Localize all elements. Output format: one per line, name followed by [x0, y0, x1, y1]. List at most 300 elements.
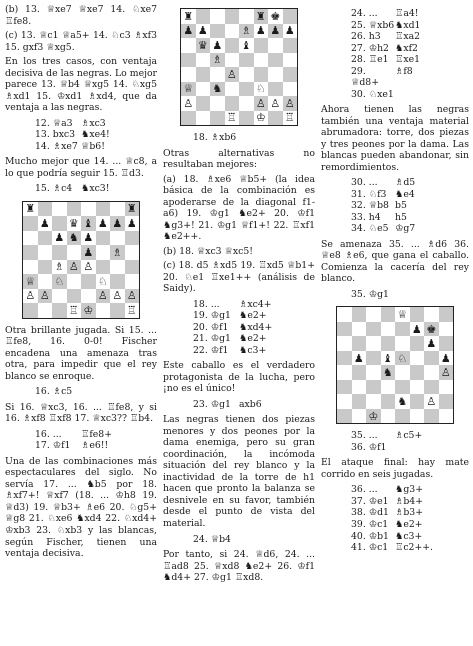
move-row [5, 129, 157, 141]
board-square: ♙ [424, 394, 439, 409]
chessboard [336, 306, 454, 424]
white-move: 16. ♗c5 [35, 386, 73, 398]
move-row [5, 118, 157, 130]
board-square [410, 351, 425, 366]
white-move: 34. ♘e5 [351, 223, 389, 235]
board-square [352, 394, 367, 409]
black-move: ♞xd4+ [239, 321, 273, 333]
move-list [5, 386, 157, 398]
board-square [337, 394, 352, 409]
board-square [283, 38, 298, 53]
move-row [321, 519, 469, 531]
board-square [110, 274, 125, 289]
board-square: ♙ [283, 96, 298, 111]
black-move: ♞xf2 [395, 42, 418, 54]
board-square [268, 53, 283, 68]
black-move: ♞e2+ [395, 518, 423, 530]
black-move: ♖fe8+ [81, 428, 112, 440]
board-square [110, 202, 125, 217]
board-square [96, 260, 111, 275]
black-move: h5 [395, 211, 407, 223]
board-square: ♙ [38, 289, 53, 304]
board-square [81, 274, 96, 289]
move-list [321, 430, 469, 453]
board-square [196, 9, 211, 24]
board-square [81, 202, 96, 217]
move-row [163, 399, 315, 411]
white-move: 41. ♔c1 [351, 542, 389, 554]
text-variation-c: (c) 13. ♕c1 ♕a5+ 14. ♘c3 ♗xf3 15. gxf3 ♕xg5. [5, 30, 157, 53]
board-square [439, 380, 454, 395]
board-square: ♔ [254, 111, 269, 126]
board-square [410, 394, 425, 409]
board-square [38, 245, 53, 260]
board-square [23, 260, 38, 275]
board-square [352, 307, 367, 322]
chessboard [22, 201, 140, 319]
board-square [366, 365, 381, 380]
board-square: ♞ [395, 394, 410, 409]
text-commentary: En los tres casos, con ventaja decisiva de las negras. Lo mejor parece 13. ♕b4 ♕xg5 14. ♘xg5 ♗xd1 15. ♔xd1 ♗xd4, que da ventaja a las negras. [5, 56, 157, 114]
board-square: ♙ [67, 260, 82, 275]
black-move: ♞g3+ [395, 484, 423, 496]
move-row [163, 132, 315, 144]
black-move: ♞e2+ [239, 333, 267, 345]
board-square [125, 260, 140, 275]
board-square [337, 365, 352, 380]
board-square [381, 380, 396, 395]
board-square [23, 216, 38, 231]
white-move: 27. ♔h2 [351, 42, 389, 54]
white-move: 24. ♕b4 [193, 533, 231, 545]
board-square [337, 351, 352, 366]
board-square: ♘ [254, 82, 269, 97]
board-square [239, 67, 254, 82]
board-square: ♕ [181, 82, 196, 97]
text-commentary: Mucho mejor que 14. ... ♕c8, a lo que podría seguir 15. ♖d3. [5, 156, 157, 179]
board-square: ♞ [210, 82, 225, 97]
black-move: ♞c3+ [239, 344, 267, 356]
black-move: ♖a4! [395, 8, 419, 19]
text-commentary: Una de las combinaciones más espectaculares del siglo. No servía 17. ... ♞b5 por 18. ♗xf7+! ♕xf7 (18. ... ♔h8 19. ♕d3) 19. ♕b3+ ♗e6 20. ♘g5+ ♕g8 21. ♘xe6 ♞xd4 22. ♘xd4+ ♔xb3 23. ♘xb3 y las blancas, según Fischer, tienen una ventaja decisiva. [5, 455, 157, 560]
board-square [196, 111, 211, 126]
board-square [366, 336, 381, 351]
board-square [196, 82, 211, 97]
move-row [321, 442, 469, 454]
board-square [352, 380, 367, 395]
board-square [337, 409, 352, 424]
black-move: ♖xa2 [395, 31, 421, 43]
move-row [321, 54, 469, 66]
board-square: ♙ [96, 289, 111, 304]
move-row [163, 299, 315, 311]
board-square: ♙ [110, 289, 125, 304]
board-square [283, 82, 298, 97]
black-move: ♞xe4! [81, 129, 110, 141]
move-row [163, 310, 315, 322]
move-row [321, 200, 469, 212]
board-square [337, 336, 352, 351]
board-square: ♞ [67, 231, 82, 246]
board-square [410, 380, 425, 395]
board-square [239, 96, 254, 111]
move-row [321, 507, 469, 519]
move-row [321, 484, 469, 496]
move-row [5, 429, 157, 441]
white-move: 36. ♔f1 [351, 441, 387, 453]
board-square: ♙ [81, 260, 96, 275]
board-square [410, 307, 425, 322]
move-row [321, 8, 469, 20]
board-square [439, 394, 454, 409]
board-square: ♔ [81, 303, 96, 318]
white-move: 30. ... [351, 177, 378, 189]
move-row [321, 542, 469, 554]
move-list [5, 183, 157, 195]
board-square: ♟ [424, 336, 439, 351]
black-move: ♖xe1 [395, 54, 420, 66]
board-square [410, 365, 425, 380]
board-square [38, 303, 53, 318]
white-move: 20. ♔f1 [193, 321, 229, 333]
board-square [52, 303, 67, 318]
board-square: ♞ [381, 365, 396, 380]
black-move [239, 132, 315, 144]
white-move: 39. ♔c1 [351, 518, 389, 530]
board-square [424, 380, 439, 395]
white-move: 18. ♗xb6 [193, 132, 237, 143]
board-square [439, 336, 454, 351]
board-square [110, 303, 125, 318]
board-square [181, 53, 196, 68]
board-square [225, 82, 240, 97]
text-commentary: Ahora tienen las negras también una ventaja material abrumadora: torre, dos piezas y tres peones por la dama. Las blancas pueden abandonar, sin remordimientos. [321, 104, 469, 173]
move-list [163, 399, 315, 411]
move-row [321, 430, 469, 442]
board-square [210, 111, 225, 126]
move-row [321, 212, 469, 224]
board-square [395, 322, 410, 337]
move-list [5, 118, 157, 153]
move-row [163, 534, 315, 546]
board-square [366, 394, 381, 409]
board-square: ♔ [366, 409, 381, 424]
board-square: ♟ [81, 231, 96, 246]
black-move: ♕b6! [81, 140, 105, 152]
board-square [81, 289, 96, 304]
board-square: ♛ [196, 38, 211, 53]
white-move: 21. ♔g1 [193, 333, 231, 345]
board-square: ♙ [125, 289, 140, 304]
board-square [38, 260, 53, 275]
move-row [163, 345, 315, 357]
board-square: ♚ [424, 322, 439, 337]
white-move: 13. bxc3 [35, 129, 76, 141]
board-square: ♟ [283, 24, 298, 39]
board-square [225, 24, 240, 39]
board-square: ♕ [395, 307, 410, 322]
white-move: 15. ♗c4 [35, 183, 73, 195]
board-square: ♝ [381, 351, 396, 366]
move-row [5, 183, 157, 195]
board-square: ♟ [81, 245, 96, 260]
black-move: ♞xd1 [395, 19, 421, 31]
black-move: ♗e6!! [81, 440, 109, 452]
board-square [268, 38, 283, 53]
board-square: ♗ [210, 53, 225, 68]
text-commentary: El ataque final: hay mate corrido en seis jugadas. [321, 457, 469, 480]
board-square [395, 336, 410, 351]
white-move: 17. ♔f1 [35, 440, 71, 452]
black-move [239, 534, 315, 546]
board-square [337, 307, 352, 322]
board-square [225, 38, 240, 53]
move-row [321, 289, 469, 301]
board-square: ♛ [67, 216, 82, 231]
board-square [352, 409, 367, 424]
black-move: ♗d5 [395, 177, 416, 189]
chessboard [180, 8, 298, 126]
board-square: ♟ [125, 216, 140, 231]
board-square [254, 53, 269, 68]
board-square [96, 303, 111, 318]
text-variation-c: (c) 18. d5 ♗xd5 19. ♖xd5 ♕b1+ 20. ♘e1 ♖xe1++ (análisis de Saidy). [163, 260, 315, 295]
board-square: ♜ [181, 9, 196, 24]
white-move: 33. h4 [351, 211, 381, 223]
board-square [239, 9, 254, 24]
board-square [52, 289, 67, 304]
board-square [52, 216, 67, 231]
board-square [52, 202, 67, 217]
board-square [38, 231, 53, 246]
move-list [321, 289, 469, 301]
text-commentary: Por tanto, si 24. ♕d6, 24. ... ♖ad8 25. ♕xd8 ♞e2+ 26. ♔f1 ♞d4+ 27. ♔g1 ♖xd8. [163, 549, 315, 584]
text-variation-b: (b) 13. ♕xe7 ♕xe7 14. ♘xe7 ♖fe8. [5, 4, 157, 27]
text-commentary: Las negras tienen dos piezas menores y dos peones por la dama enemiga, pero su gran coordinación, la incómoda situación del rey blanco y la inactividad de la torre de h1 hacen que pronto la balanza se desnivele en su favor, también desde el punto de vista del material. [163, 414, 315, 529]
move-list [163, 299, 315, 357]
board-square: ♟ [181, 24, 196, 39]
move-row [321, 43, 469, 55]
board-square: ♙ [439, 365, 454, 380]
move-row [321, 177, 469, 189]
board-square: ♙ [225, 67, 240, 82]
board-square: ♖ [283, 111, 298, 126]
board-square [424, 351, 439, 366]
board-square: ♙ [23, 289, 38, 304]
text-commentary: Otra brillante jugada. Si 15. ... ♖fe8, 16. 0-0! Fischer encadena una amenaza tras otra, para impedir que el rey blanco se enroque. [5, 324, 157, 382]
board-square [366, 322, 381, 337]
move-row [321, 189, 469, 201]
board-square: ♟ [439, 351, 454, 366]
board-square [67, 289, 82, 304]
black-move: ♖c2++. [395, 542, 433, 554]
board-square [181, 111, 196, 126]
board-square [254, 38, 269, 53]
black-move: ♗c5+ [395, 430, 423, 442]
move-row [321, 20, 469, 32]
white-move: 14. ♗xe7 [35, 140, 78, 152]
white-move: 26. h3 [351, 31, 381, 43]
board-square [239, 82, 254, 97]
move-row [321, 31, 469, 43]
board-square [352, 336, 367, 351]
board-square [439, 322, 454, 337]
board-square: ♟ [52, 231, 67, 246]
move-row [321, 223, 469, 235]
move-list [321, 8, 469, 100]
board-square [268, 82, 283, 97]
board-square [381, 394, 396, 409]
white-move: 40. ♔b1 [351, 530, 389, 542]
board-square: ♝ [239, 38, 254, 53]
board-square [181, 38, 196, 53]
board-square [381, 307, 396, 322]
white-move: 12. ♕a3 [35, 117, 73, 129]
board-square [366, 351, 381, 366]
board-square [366, 307, 381, 322]
board-square: ♟ [268, 24, 283, 39]
board-square [283, 67, 298, 82]
board-square [125, 231, 140, 246]
board-square: ♟ [210, 38, 225, 53]
board-square [239, 53, 254, 68]
chess-diagram [180, 8, 298, 126]
white-move: 19. ♔g1 [193, 310, 231, 322]
white-move: 18. ... [193, 298, 220, 310]
board-square: ♟ [196, 24, 211, 39]
board-square [181, 67, 196, 82]
white-move: 30. ♘xe1 [351, 88, 394, 100]
white-move: 22. ♔f1 [193, 344, 229, 356]
board-square [395, 409, 410, 424]
black-move [395, 89, 469, 101]
board-square [395, 380, 410, 395]
board-square [196, 53, 211, 68]
board-square [23, 245, 38, 260]
board-square: ♜ [23, 202, 38, 217]
black-move: ♗xc3 [81, 117, 106, 129]
white-move: 31. ♘f3 [351, 188, 387, 200]
board-square [125, 274, 140, 289]
board-square [366, 380, 381, 395]
move-list [5, 429, 157, 452]
board-square [38, 274, 53, 289]
white-move: 24. ... [351, 8, 378, 19]
black-move: ♗xc4+ [239, 298, 272, 310]
board-square [283, 9, 298, 24]
text-variation-b: (b) 18. ♕xc3 ♕xc5! [163, 245, 253, 257]
board-square [352, 365, 367, 380]
black-move: ♗b4+ [395, 495, 423, 507]
move-row [5, 386, 157, 398]
black-move: ♞xc3! [81, 183, 110, 195]
white-move: 35. ♔g1 [351, 288, 389, 300]
board-square [268, 67, 283, 82]
board-square [439, 409, 454, 424]
move-list [163, 534, 315, 546]
white-move: 38. ♔d1 [351, 507, 389, 519]
chess-diagram [22, 201, 140, 319]
board-square: ♘ [52, 274, 67, 289]
move-row [321, 531, 469, 543]
chess-diagram [336, 306, 454, 424]
board-square [38, 202, 53, 217]
board-square [381, 322, 396, 337]
board-square [52, 245, 67, 260]
board-square [410, 336, 425, 351]
board-square: ♟ [410, 322, 425, 337]
board-square [410, 409, 425, 424]
move-list [321, 484, 469, 553]
text-commentary: Este caballo es el verdadero protagonista de la lucha, pero ¡no es el único! [163, 360, 315, 395]
text-commentary: Si 16. ♕xc3, 16. ... ♖fe8, y si 16. ♗xf8 ♖xf8 17. ♕xc3?? ♖b4. [5, 401, 157, 425]
black-move [395, 289, 469, 301]
board-square: ♟ [352, 351, 367, 366]
board-square: ♗ [239, 24, 254, 39]
board-square: ♟ [96, 216, 111, 231]
board-square [67, 245, 82, 260]
board-square [337, 380, 352, 395]
move-row [321, 496, 469, 508]
black-move [81, 386, 157, 398]
white-move: 25. ♕xb6 [351, 19, 395, 31]
black-move: ♞c3+ [395, 530, 423, 542]
board-square: ♖ [225, 111, 240, 126]
board-square [337, 322, 352, 337]
white-move: 28. ♖e1 [351, 54, 389, 66]
board-square: ♟ [110, 216, 125, 231]
move-row [163, 333, 315, 345]
board-square: ♜ [125, 202, 140, 217]
white-move: 37. ♔e1 [351, 495, 389, 507]
board-square [424, 409, 439, 424]
white-move: 29. ♕d8+ [351, 65, 379, 89]
board-square [210, 96, 225, 111]
text-variation-a: (a) 18. ♗xe6 ♕b5+ (la idea básica de la combinación es apoderarse de la diagonal f1-a6) 19. ♔g1 ♞e2+ 20. ♔f1 ♞g3+! 21. ♔g1 ♕f1+! 22. ♖xf1 ♞e2++. [163, 173, 315, 243]
move-row [163, 322, 315, 334]
board-square: ♙ [268, 96, 283, 111]
black-move: ♗b3+ [395, 507, 423, 519]
board-square: ♚ [268, 9, 283, 24]
board-square [110, 231, 125, 246]
board-square: ♟ [254, 24, 269, 39]
board-square [225, 96, 240, 111]
black-move [395, 442, 469, 454]
board-square [352, 322, 367, 337]
black-move: axb6 [239, 398, 262, 410]
board-square [254, 67, 269, 82]
column-middle [163, 4, 315, 587]
text-commentary: Se amenaza 35. ... ♗d6 36. ♕e8 ♗e6, que gana el caballo. Comienza la cacería del rey blanco. [321, 238, 469, 285]
board-square: ♕ [23, 274, 38, 289]
black-move: ♗f8 [395, 65, 413, 77]
move-row [321, 89, 469, 101]
board-square [110, 260, 125, 275]
board-square: ♘ [96, 274, 111, 289]
board-square [381, 409, 396, 424]
board-square [96, 231, 111, 246]
board-square [23, 231, 38, 246]
move-row [5, 440, 157, 452]
white-move: 35. ... [351, 430, 378, 442]
black-move: b5 [395, 200, 407, 212]
column-right [321, 4, 469, 558]
board-square: ♝ [81, 216, 96, 231]
move-row [321, 66, 469, 89]
white-move: 23. ♔g1 [193, 398, 231, 410]
board-square: ♖ [125, 303, 140, 318]
board-square [210, 67, 225, 82]
